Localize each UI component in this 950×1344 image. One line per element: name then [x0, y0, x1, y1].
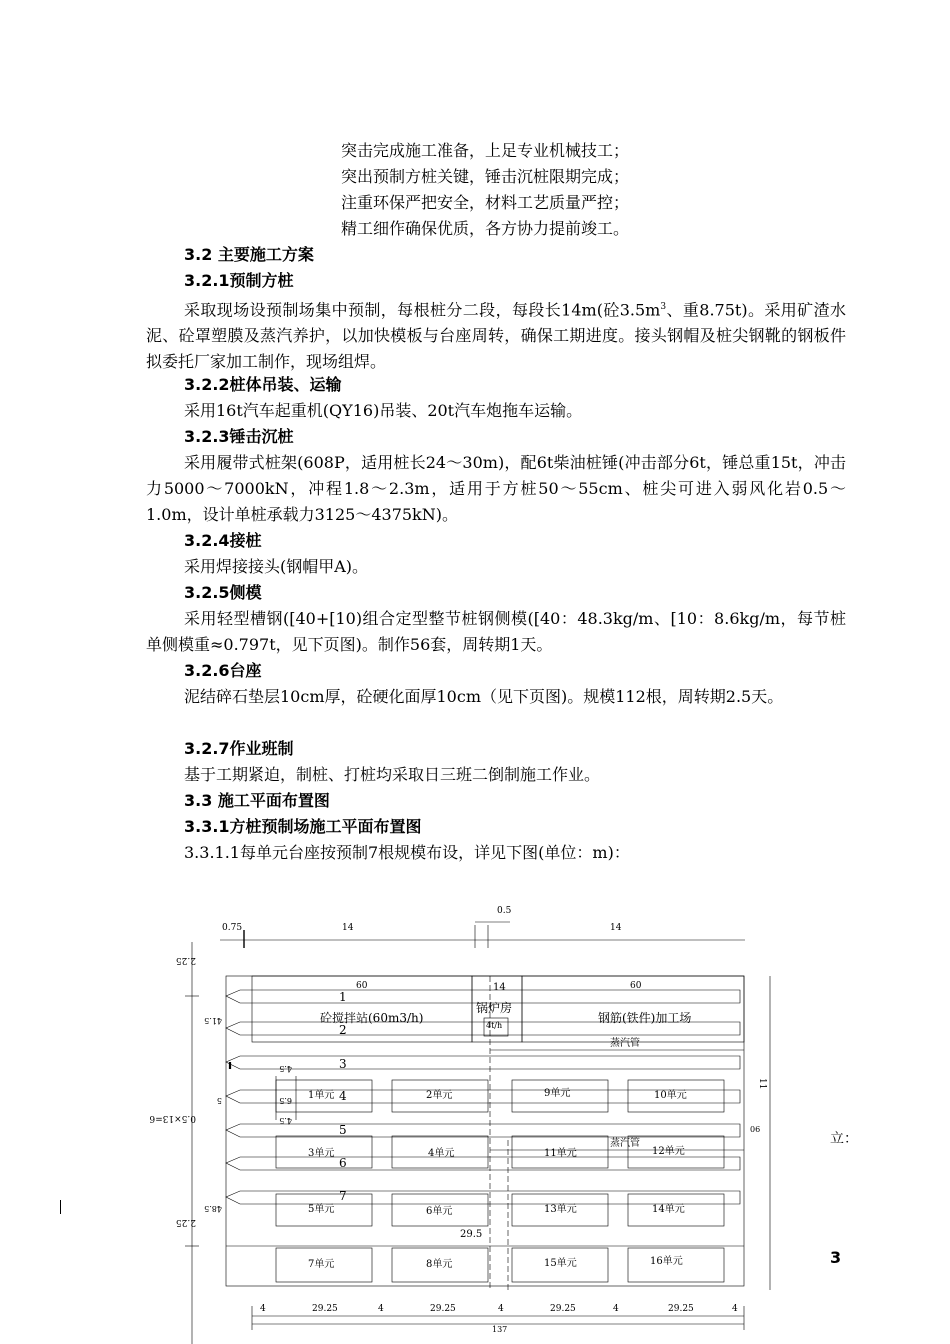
dim-bottom-4-b: 4: [378, 1304, 384, 1314]
heading-3-2-4: 3.2.4接桩: [184, 531, 262, 550]
unit-label-15: 15单元: [544, 1258, 577, 1269]
dim-right-06: 06: [750, 1125, 761, 1134]
heading-3-2-2: 3.2.2桩体吊装、运输: [184, 375, 342, 394]
dim-left-6-5: 6.5: [279, 1096, 292, 1105]
dim-left-2-25-bottom: 2.25: [175, 1217, 196, 1227]
paragraph-3-2-5: 采用轻型槽钢([40+[10)组合定型整节桩钢侧模([40：48.3kg/m、[10：8.6kg/m，每节桩单侧模重≈0.797t，见下页图)。制作56套，周转期1天。: [146, 609, 846, 654]
dim-bottom-29-25-c: 29.25: [550, 1304, 576, 1314]
dim-left-0-5x13: 0.5×13=6: [149, 1113, 196, 1123]
paragraph-3-2-1-part-a: 采取现场设预制场集中预制，每根桩分二段，每段长14m(砼3.5m: [184, 300, 661, 320]
pile-number-2: 2: [339, 1023, 347, 1037]
dim-bottom-4-c: 4: [498, 1304, 504, 1314]
paragraph-3-3-1-1: 3.3.1.1每单元台座按预制7根规模布设，详见下图(单位：m)：: [184, 843, 630, 862]
dim-bottom-4-e: 4: [732, 1304, 738, 1314]
steam-pipe-label-1: 蒸汽管: [610, 1038, 640, 1049]
dim-0-5: 0.5: [497, 906, 512, 916]
unit-label-9: 9单元: [544, 1088, 571, 1099]
pile-number-6: 6: [339, 1156, 347, 1170]
unit-label-2: 2单元: [426, 1090, 453, 1101]
heading-3-3-1: 3.3.1方桩预制场施工平面布置图: [184, 817, 422, 836]
pile-number-5: 5: [339, 1123, 347, 1137]
boiler-capacity-label: 4t/h: [486, 1021, 503, 1030]
dim-left-4-5-b: 4.5: [279, 1116, 292, 1125]
verse-line-3: 注重环保严把安全，材料工艺质量严控；: [341, 193, 630, 212]
dim-60-left: 60: [356, 981, 368, 991]
unit-label-1: 1单元: [308, 1090, 335, 1101]
dim-left-2-25-top: 2.25: [175, 955, 196, 965]
mixer-station-label: 砼搅拌站(60m3/h): [320, 1011, 424, 1025]
heading-3-2: 3.2 主要施工方案: [184, 245, 314, 264]
verse-line-1: 突击完成施工准备，上足专业机械技工；: [341, 141, 630, 160]
unit-label-6: 6单元: [426, 1206, 453, 1217]
pile-row-3: [226, 1056, 740, 1069]
unit-label-14: 14单元: [652, 1204, 685, 1215]
heading-3-2-6: 3.2.6台座: [184, 661, 262, 680]
paragraph-3-2-1-part-b: 、重8.75t)。采用矿渣水泥、砼罩塑膜及蒸汽养护，以加快模板与台座周转，确保工期进度。接头钢帽及桩尖钢靴的钢板件拟委托厂家加工制作，现场组焊。: [146, 300, 846, 372]
heading-3-3: 3.3 施工平面布置图: [184, 791, 330, 810]
dim-14-boiler: 14: [493, 982, 506, 993]
dim-bottom-29-25-d: 29.25: [668, 1304, 694, 1314]
pile-number-4: 4: [339, 1089, 347, 1103]
paragraph-3-2-2: 采用16t汽车起重机(QY16)吊装、20t汽车炮拖车运输。: [184, 401, 583, 420]
pile-row-5: [226, 1124, 740, 1137]
dim-0-75: 0.75: [222, 923, 243, 933]
dim-bottom-4-d: 4: [613, 1304, 619, 1314]
boiler-room-label: 锅炉房: [476, 1001, 513, 1015]
unit-label-13: 13单元: [544, 1204, 577, 1215]
pile-number-1: 1: [339, 990, 347, 1004]
dim-bottom-29-25-a: 29.25: [312, 1304, 338, 1314]
unit-label-12: 12单元: [652, 1146, 685, 1157]
dim-left-48-5: 48.5: [204, 1204, 222, 1213]
heading-3-2-3: 3.2.3锤击沉桩: [184, 427, 294, 446]
pile-row-7: [226, 1191, 740, 1204]
verse-line-2: 突出预制方桩关键，锤击沉桩限期完成；: [341, 167, 630, 186]
heading-3-2-7: 3.2.7作业班制: [184, 739, 294, 758]
unit-label-5: 5单元: [308, 1204, 335, 1215]
rebar-yard-label: 钢筋(铁件)加工场: [598, 1011, 692, 1025]
dim-14-left: 14: [342, 923, 354, 933]
pile-number-7: 7: [339, 1189, 347, 1203]
dim-bottom-4-a: 4: [260, 1304, 266, 1314]
dim-left-41-5: 41.5: [204, 1016, 222, 1025]
paragraph-3-2-6: 泥结碎石垫层10cm厚，砼硬化面厚10cm（见下页图)。规模112根，周转期2.5天。: [184, 687, 784, 706]
unit-label-10: 10单元: [654, 1090, 687, 1101]
heading-3-2-1: 3.2.1预制方桩: [184, 271, 294, 290]
page-number: 3: [830, 1248, 842, 1267]
heading-3-2-5: 3.2.5侧模: [184, 583, 262, 602]
unit-label-7: 7单元: [308, 1259, 335, 1270]
dim-right-11: 11: [757, 1078, 767, 1090]
side-text: 立：: [830, 1131, 858, 1147]
steam-pipe-label-2: 蒸汽管: [610, 1138, 640, 1149]
dim-left-5: 5: [216, 1096, 222, 1105]
dim-total-137: 137: [492, 1325, 508, 1334]
unit-label-4: 4单元: [428, 1148, 455, 1159]
unit-label-11: 11单元: [544, 1148, 577, 1159]
unit-label-16: 16单元: [650, 1256, 683, 1267]
paragraph-3-2-7: 基于工期紧迫，制桩、打桩均采取日三班二倒制施工作业。: [184, 765, 601, 784]
dim-bottom-29-25-b: 29.25: [430, 1304, 456, 1314]
unit-label-8: 8单元: [426, 1259, 453, 1270]
verse-line-4: 精工细作确保优质，各方协力提前竣工。: [341, 219, 630, 238]
superscript-3: 3: [660, 302, 667, 312]
paragraph-3-2-4: 采用焊接接头(钢帽甲A)。: [184, 557, 369, 576]
dim-60-right: 60: [630, 981, 642, 991]
paragraph-3-2-3: 采用履带式桩架(608P，适用桩长24～30m)，配6t柴油桩锤(冲击部分6t，锤总重15t，冲击力5000～7000kN，冲程1.8～2.3m，适用于方桩50～55cm、桩尖可进入弱风化岩0.5～1.0m，设计单桩承载力3125～4375kN)。: [146, 453, 846, 524]
dim-14-right: 14: [610, 923, 622, 933]
margin-mark: [60, 1200, 61, 1214]
diagram-lines: [185, 922, 770, 1344]
dim-left-4-5-a: 4.5: [279, 1064, 292, 1073]
unit-label-3: 3单元: [308, 1148, 335, 1159]
pile-number-3: 3: [339, 1057, 347, 1071]
dim-29-5: 29.5: [460, 1229, 483, 1240]
